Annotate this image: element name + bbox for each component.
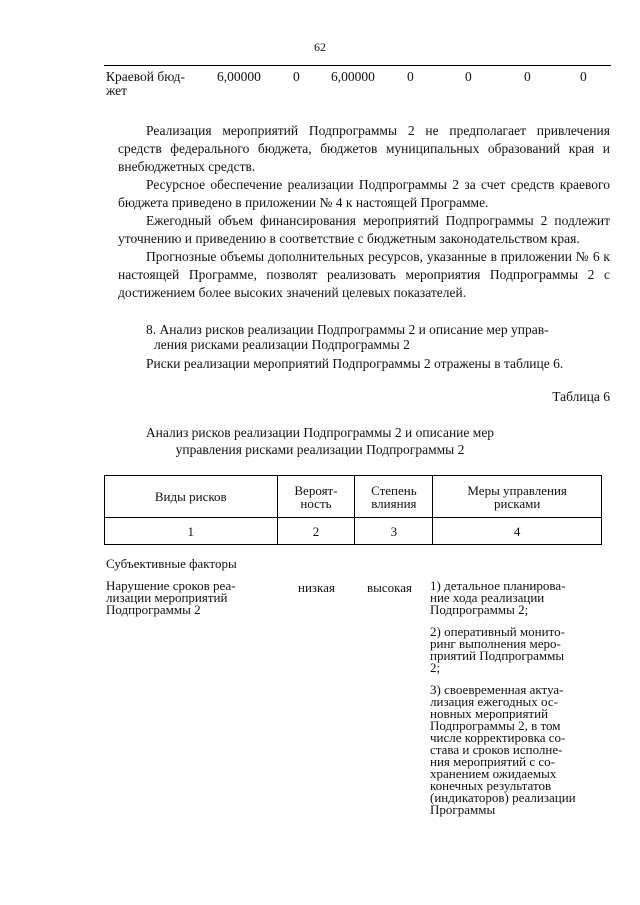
section-heading [118, 322, 610, 371]
budget-value-1: 6,00000 [217, 69, 261, 84]
paragraph: Ресурсное обеспечение реализации Подпрограммы 2 за счет средств краевого бюджета приведено в приложении № 4 к настоящей Программе. [118, 177, 610, 210]
budget-value-4: 0 [407, 69, 414, 84]
header-measures: Меры управления рисками [433, 476, 602, 518]
risk-measures [430, 580, 606, 826]
header-probability: Вероят- ность [277, 476, 355, 518]
measure-item: 1) детальное планирова- ние хода реализации Подпрограммы 2; [430, 578, 566, 617]
risk-impact: высокая [367, 580, 413, 595]
table-caption [0, 424, 640, 458]
table-label: Таблица 6 [552, 389, 610, 404]
table-header-row [105, 476, 602, 518]
paragraph: Реализация мероприятий Подпрограммы 2 не предполагает привлечения средств федерального бюджета, бюджетов муниципальных образований края и внебюджетных средств. [118, 123, 610, 174]
risk-probability: низкая [298, 580, 335, 595]
budget-value-6: 0 [524, 69, 531, 84]
header-impact: Степень влияния [355, 476, 433, 518]
group-subjective-factors: Субъективные факторы [106, 556, 237, 571]
column-number: 4 [433, 518, 602, 545]
budget-row [0, 70, 640, 104]
section-title-line1: 8. Анализ рисков реализации Подпрограммы 2 и описание мер управ- [146, 322, 549, 337]
table-caption-line1: Анализ рисков реализации Подпрограммы 2 и описание мер [145, 425, 495, 440]
budget-value-2: 0 [293, 69, 300, 84]
column-number: 3 [355, 518, 433, 545]
budget-value-3: 6,00000 [331, 69, 375, 84]
header-risk-types: Виды рисков [105, 476, 278, 518]
risk-table [104, 475, 602, 545]
column-number: 1 [105, 518, 278, 545]
table-number-row [105, 518, 602, 545]
paragraph: Прогнозные объемы дополнительных ресурсов, указанные в приложении № 6 к настоящей Программе, позволят реализовать мероприятия Подпрограммы 2 с достижением более высоких значений целевых показателей. [118, 249, 610, 300]
section-title [118, 322, 610, 352]
risk-name: Нарушение сроков реа- лизации мероприятий Подпрограммы 2 [106, 578, 236, 617]
section-title-line2: ления рисками реализации Подпрограммы 2 [154, 337, 410, 352]
page-number: 62 [314, 40, 326, 54]
column-number: 2 [277, 518, 355, 545]
paragraph: Ежегодный объем финансирования мероприятий Подпрограммы 2 подлежит уточнению и приведению в соответствие с бюджетным законодательством края. [118, 213, 610, 246]
budget-value-7: 0 [580, 69, 587, 84]
body-text [118, 122, 610, 302]
table-caption-line2: управления рисками реализации Подпрограммы 2 [175, 442, 465, 457]
table-top-rule [104, 65, 611, 66]
budget-value-5: 0 [465, 69, 472, 84]
measure-item: 2) оперативный монито- ринг выполнения меро- приятий Подпрограммы 2; [430, 624, 565, 675]
budget-row-name: Краевой бюд- жет [106, 69, 186, 98]
section-subtitle: Риски реализации мероприятий Подпрограммы 2 отражены в таблице 6. [146, 356, 564, 371]
measure-item: 3) своевременная актуа- лизация ежегодных ос- новных мероприятий Подпрограммы 2, в том числе корректировка со- става и сроков исполне- ния мероприятий с со- хранением ожидаемых конечных результатов (индикаторов) реализации Программы [430, 682, 576, 817]
